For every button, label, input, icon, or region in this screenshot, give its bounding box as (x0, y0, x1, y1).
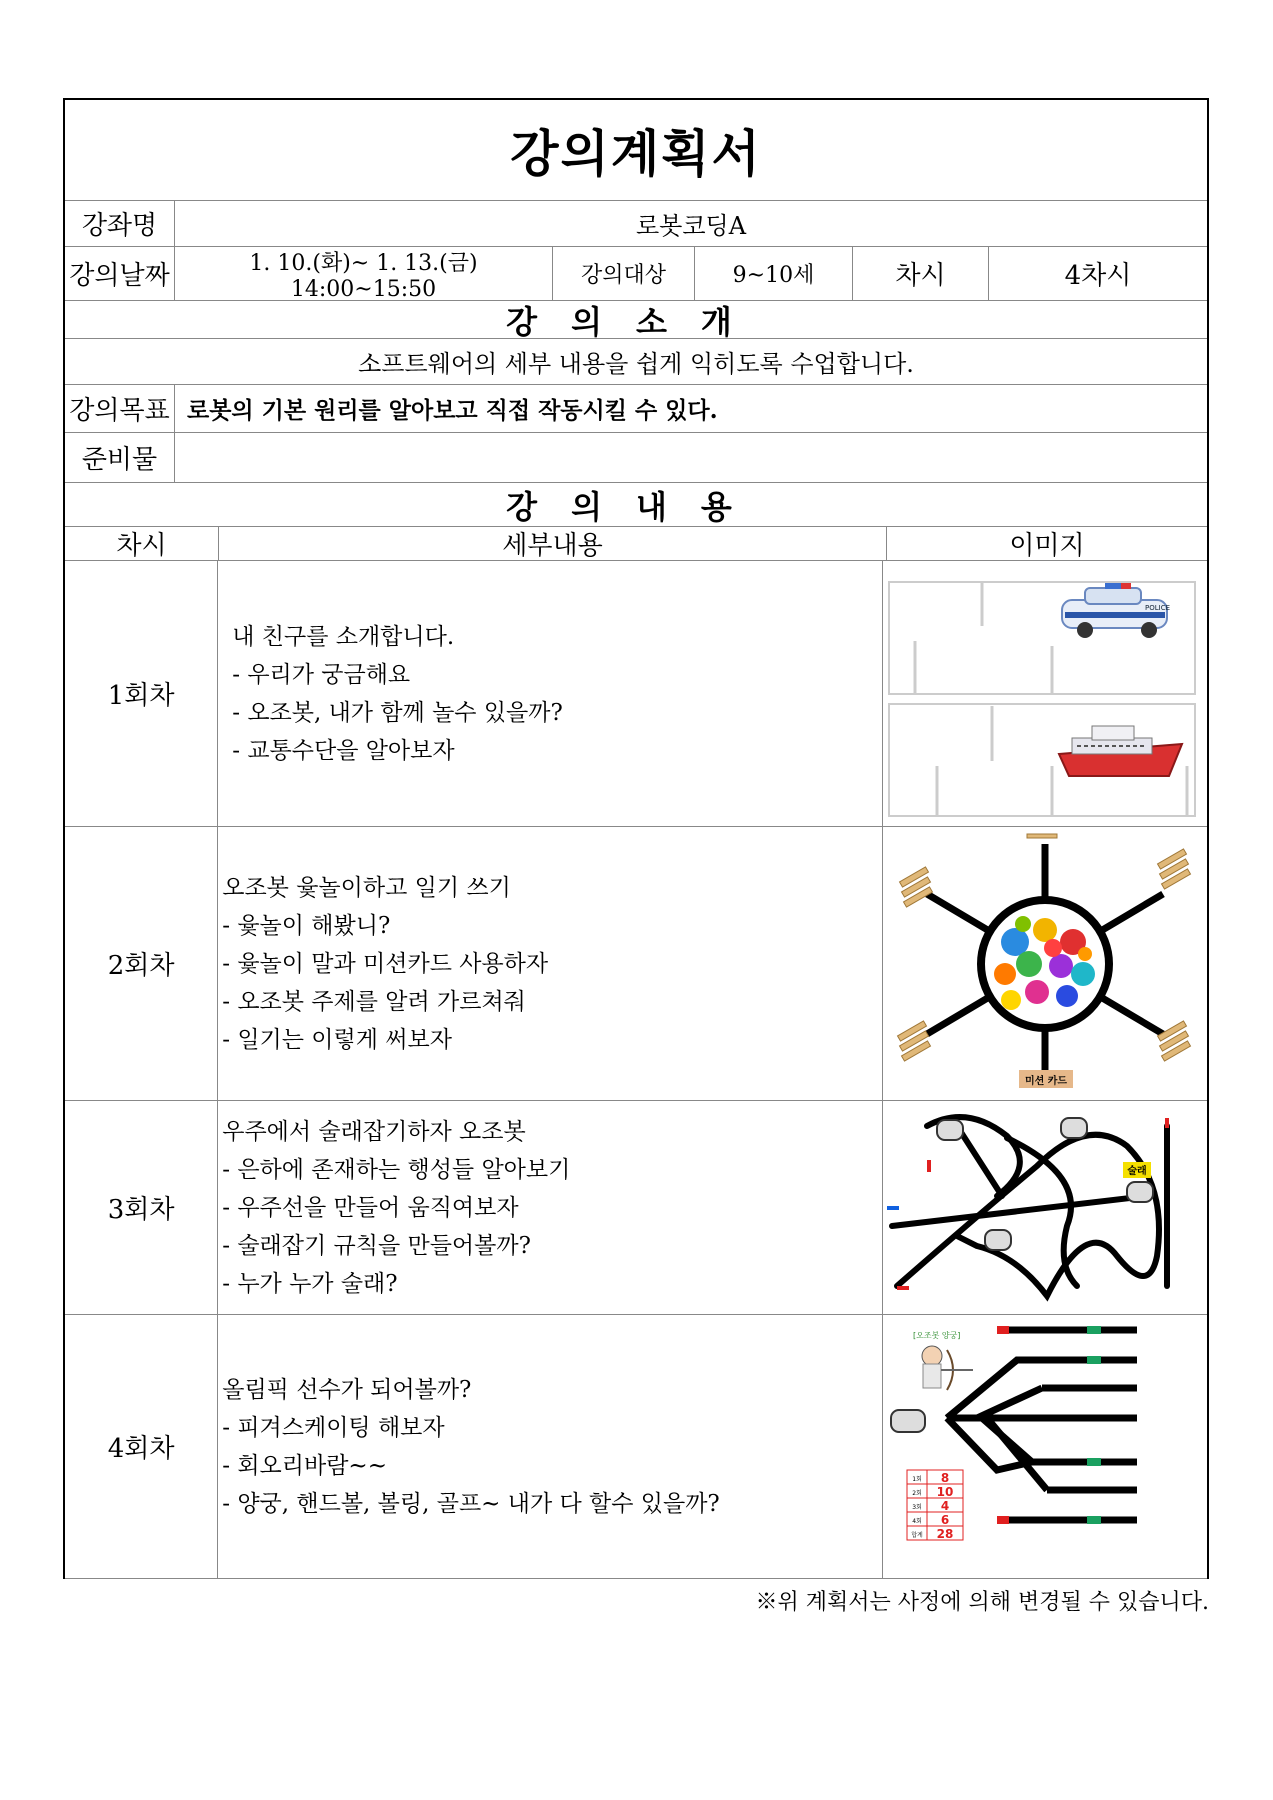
detail-line: - 윷놀이 말과 미션카드 사용하자 (222, 950, 549, 977)
intro-heading-row (65, 301, 1207, 339)
session-detail (218, 561, 883, 826)
lecture-plan-document (63, 98, 1209, 1615)
score-value: 28 (936, 1526, 954, 1541)
detail-line: - 양궁, 핸드볼, 볼링, 골프~ 내가 다 할수 있을까? (222, 1490, 720, 1517)
detail-line: 내 친구를 소개합니다. (232, 623, 455, 650)
col-session-header: 차시 (65, 527, 219, 560)
score-round: 1회 (912, 1475, 922, 1483)
detail-line: - 은하에 존재하는 행성들 알아보기 (222, 1156, 571, 1183)
date-value: 1. 10.(화)~ 1. 13.(금) 14:00~15:50 (175, 247, 553, 300)
score-value: 10 (936, 1484, 954, 1499)
session-row-1 (65, 561, 1207, 827)
session-detail (218, 1101, 883, 1314)
detail-line: - 오조봇 주제를 알려 가르쳐줘 (222, 988, 526, 1015)
session-name: 3회차 (65, 1101, 218, 1314)
tag-game-image (883, 1101, 1207, 1314)
mission-card-text: 미션 카드 (1024, 1075, 1068, 1087)
score-round: 2회 (912, 1489, 922, 1497)
ozobot-icon (937, 1118, 1153, 1250)
archery-label: [오조봇 양궁] (913, 1330, 961, 1340)
session-name: 4회차 (65, 1315, 218, 1578)
detail-line: - 누가 누가 술래? (222, 1270, 398, 1297)
goal-row (65, 385, 1207, 433)
detail-line: - 오조봇, 내가 함께 놀수 있을까? (232, 699, 563, 726)
detail-line: - 일기는 이렇게 써보자 (222, 1026, 452, 1053)
archer-icon (922, 1346, 973, 1390)
score-value: 8 (940, 1470, 950, 1485)
session-label: 차시 (853, 247, 989, 300)
intro-text: 소프트웨어의 세부 내용을 쉽게 익히도록 수업합니다. (358, 350, 914, 378)
course-label: 강좌명 (65, 201, 175, 246)
content-header-row (65, 527, 1207, 561)
goal-label: 강의목표 (65, 385, 175, 432)
intro-heading: 강의소개 (506, 302, 766, 341)
detail-line: - 우리가 궁금해요 (232, 661, 411, 688)
materials-value (175, 433, 1207, 482)
score-round: 4회 (912, 1517, 922, 1525)
date-label: 강의날짜 (65, 247, 175, 300)
yut-board-illustration (887, 832, 1203, 1096)
detail-line: 오조봇 윷놀이하고 일기 쓰기 (222, 874, 511, 901)
transport-illustration (887, 566, 1203, 822)
session-row-2 (65, 827, 1207, 1101)
ozobot-icon (891, 1410, 925, 1432)
detail-line: 올림픽 선수가 되어볼까? (222, 1376, 472, 1403)
detail-line: - 윷놀이 해봤니? (222, 912, 391, 939)
detail-line: - 술래잡기 규칙을 만들어볼까? (222, 1232, 531, 1259)
content-heading-row (65, 483, 1207, 527)
col-image-header: 이미지 (1009, 531, 1085, 561)
footnote: ※위 계획서는 사정에 의해 변경될 수 있습니다. (755, 1590, 1209, 1615)
page-title: 강의계획서 (65, 100, 1207, 201)
content-heading: 강의내용 (506, 487, 766, 526)
score-value: 6 (940, 1512, 950, 1527)
intro-text-row (65, 339, 1207, 385)
course-row (65, 201, 1207, 247)
session-name: 2회차 (65, 827, 218, 1100)
schedule-row (65, 247, 1207, 301)
score-board (907, 1470, 963, 1541)
detail-line: - 교통수단을 알아보자 (232, 737, 455, 764)
yut-image (883, 827, 1207, 1100)
goal-text: 로봇의 기본 원리를 알아보고 직접 작동시킬 수 있다. (187, 397, 718, 424)
materials-row (65, 433, 1207, 483)
ship-icon (1059, 726, 1182, 776)
tag-track-illustration (887, 1106, 1203, 1310)
session-detail (218, 1315, 883, 1578)
score-round: 합계 (911, 1531, 923, 1539)
detail-line: - 피겨스케이팅 해보자 (222, 1414, 445, 1441)
session-name: 1회차 (65, 561, 218, 826)
session-value: 4차시 (1064, 261, 1132, 291)
col-detail-header: 세부내용 (219, 527, 887, 560)
target-value: 9~10세 (695, 247, 853, 300)
session-detail (218, 827, 883, 1100)
detail-line: - 우주선을 만들어 움직여보자 (222, 1194, 519, 1221)
archery-track-illustration (887, 1320, 1203, 1574)
course-value: 로봇코딩A (635, 212, 747, 240)
transport-image (883, 561, 1207, 826)
session-row-4 (65, 1315, 1207, 1579)
plan-table (63, 98, 1209, 1579)
score-value: 4 (940, 1498, 950, 1513)
score-round: 3회 (912, 1503, 922, 1511)
tag-label: 술래 (1127, 1165, 1147, 1177)
session-row-3 (65, 1101, 1207, 1315)
materials-label: 준비물 (65, 433, 175, 482)
detail-line: - 회오리바람~~ (222, 1452, 387, 1479)
target-label: 강의대상 (553, 247, 695, 300)
police-text: POLICE (1145, 603, 1171, 612)
archery-image (883, 1315, 1207, 1578)
detail-line: 우주에서 술래잡기하자 오조봇 (222, 1118, 526, 1145)
police-car-icon (1062, 583, 1170, 638)
